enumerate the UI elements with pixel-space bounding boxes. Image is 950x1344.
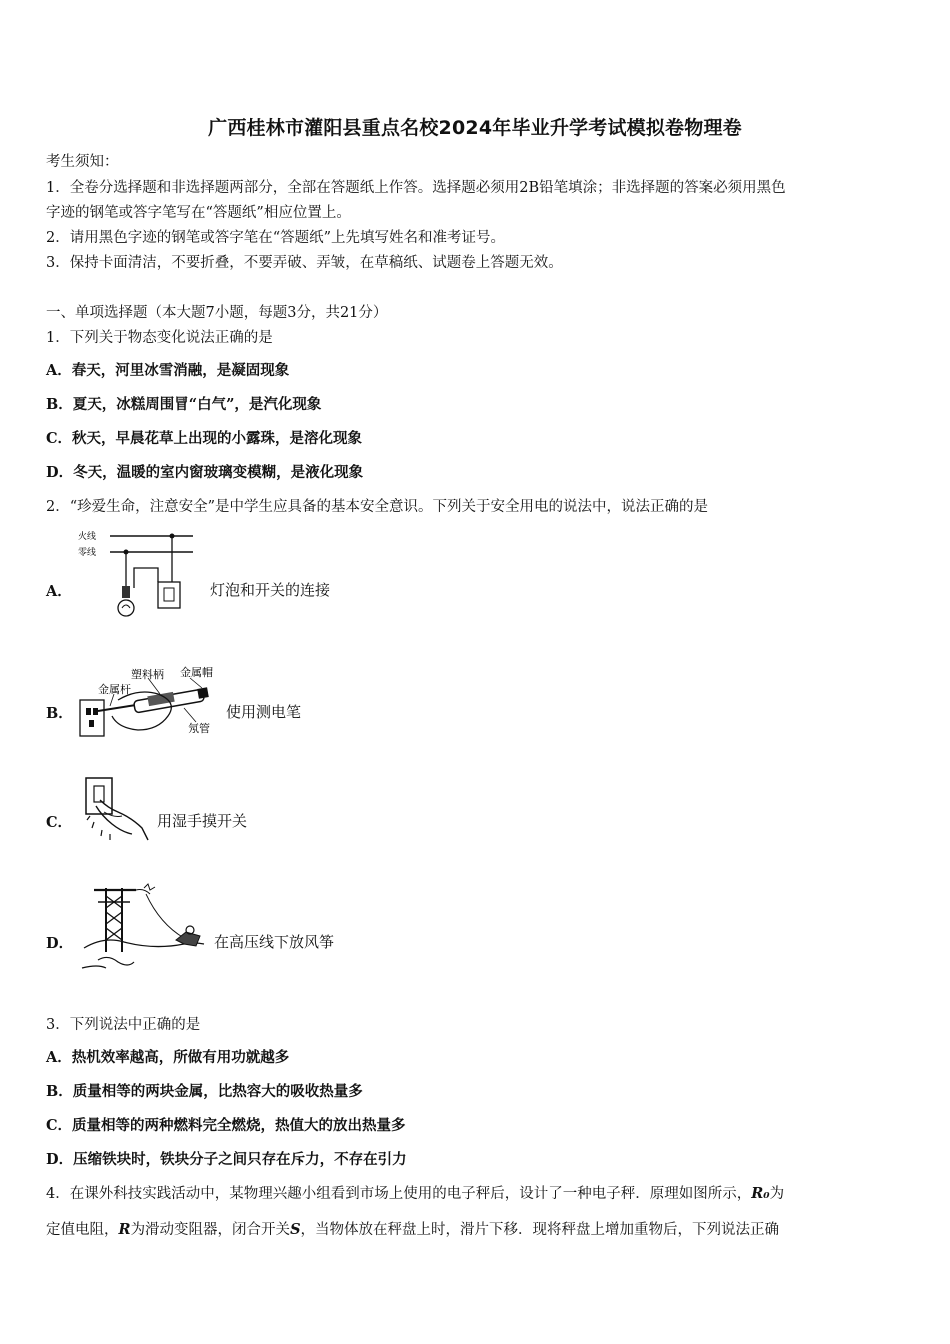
q4-r-symbol: R [118, 1221, 131, 1238]
q2-stem: 2．“珍爱生命，注意安全”是中学生应具备的基本安全意识。下列关于安全用电的说法中，说法正确的是 [46, 499, 709, 515]
notice-item-2: 2．请用黑色字迹的钢笔或答字笔在“答题纸”上先填写姓名和准考证号。 [46, 230, 506, 246]
fig-plastic-handle-label: 塑料柄 [131, 668, 164, 681]
q3-option-c: C．质量相等的两种燃料完全燃烧，热值大的放出热量多 [46, 1117, 406, 1134]
q4-text-2b: 为滑动变阻器，闭合开关 [130, 1222, 291, 1238]
fig-metal-cap-label: 金属帽 [180, 666, 213, 679]
fig-neutral-wire-label: 零线 [78, 548, 97, 558]
notice-item-1-cont: 字迹的钢笔或答字笔写在“答题纸”相应位置上。 [46, 205, 351, 221]
test-pen-figure [78, 660, 228, 742]
fig-live-wire-label: 火线 [78, 532, 97, 542]
q4-text-2a: 定值电阻， [46, 1222, 119, 1238]
q4-r0-symbol: R₀ [751, 1185, 770, 1202]
q4-line-2 [46, 1220, 779, 1240]
q4-text-2c: ，当物体放在秤盘上时，滑片下移．现将秤盘上增加重物后，下列说法正确 [300, 1222, 780, 1238]
notice-item-3: 3．保持卡面清洁，不要折叠，不要弄破、弄皱，在草稿纸、试题卷上答题无效。 [46, 255, 563, 271]
q2-option-b-caption: 使用测电笔 [226, 703, 302, 721]
lamp-switch-circuit-figure [78, 528, 198, 623]
q3-option-a: A．热机效率越高，所做有用功就越多 [46, 1049, 290, 1066]
q1-option-b: B．夏天，冰糕周围冒“白气”，是汽化现象 [46, 396, 322, 413]
q2-option-c-label: C． [46, 814, 73, 831]
q1-option-d: D．冬天，温暖的室内窗玻璃变模糊，是液化现象 [46, 464, 364, 481]
notice-heading: 考生须知： [46, 154, 119, 170]
q4-text-1b: 为 [769, 1186, 785, 1202]
q2-option-a-label: A． [46, 583, 72, 600]
fig-neon-tube-label: 氖管 [188, 722, 210, 735]
q1-option-c: C．秋天，早晨花草上出现的小露珠，是溶化现象 [46, 430, 363, 447]
q1-option-a: A．春天，河里冰雪消融，是凝固现象 [46, 362, 290, 379]
q3-stem: 3．下列说法中正确的是 [46, 1017, 201, 1033]
q2-option-d-label: D． [46, 935, 74, 952]
q2-option-d-caption: 在高压线下放风筝 [214, 933, 335, 951]
notice-item-1: 1．全卷分选择题和非选择题两部分，全部在答题纸上作答。选择题必须用2B铅笔填涂；非选择题的答案必须用黑色 [46, 180, 786, 196]
page-title: 广西桂林市灌阳县重点名校2024年毕业升学考试模拟卷物理卷 [208, 117, 742, 139]
q4-s-symbol: S [290, 1221, 301, 1238]
kite-under-power-line-figure [78, 882, 210, 972]
q2-option-b-label: B． [46, 705, 73, 722]
q2-option-a-caption: 灯泡和开关的连接 [210, 581, 331, 599]
q4-text-1a: 4．在课外科技实践活动中，某物理兴趣小组看到市场上使用的电子秤后，设计了一种电子秤．原理如图所示， [46, 1186, 752, 1202]
q1-stem: 1．下列关于物态变化说法正确的是 [46, 330, 273, 346]
q3-option-b: B．质量相等的两块金属，比热容大的吸收热量多 [46, 1083, 363, 1100]
q4-line-1 [46, 1184, 784, 1204]
q3-option-d: D．压缩铁块时，铁块分子之间只存在斥力，不存在引力 [46, 1151, 407, 1168]
section-heading: 一、单项选择题（本大题7小题，每题3分，共21分） [46, 305, 388, 321]
fig-metal-rod-label: 金属杆 [98, 683, 131, 696]
q2-option-c-caption: 用湿手摸开关 [157, 812, 248, 830]
wet-hand-switch-figure [80, 776, 152, 848]
